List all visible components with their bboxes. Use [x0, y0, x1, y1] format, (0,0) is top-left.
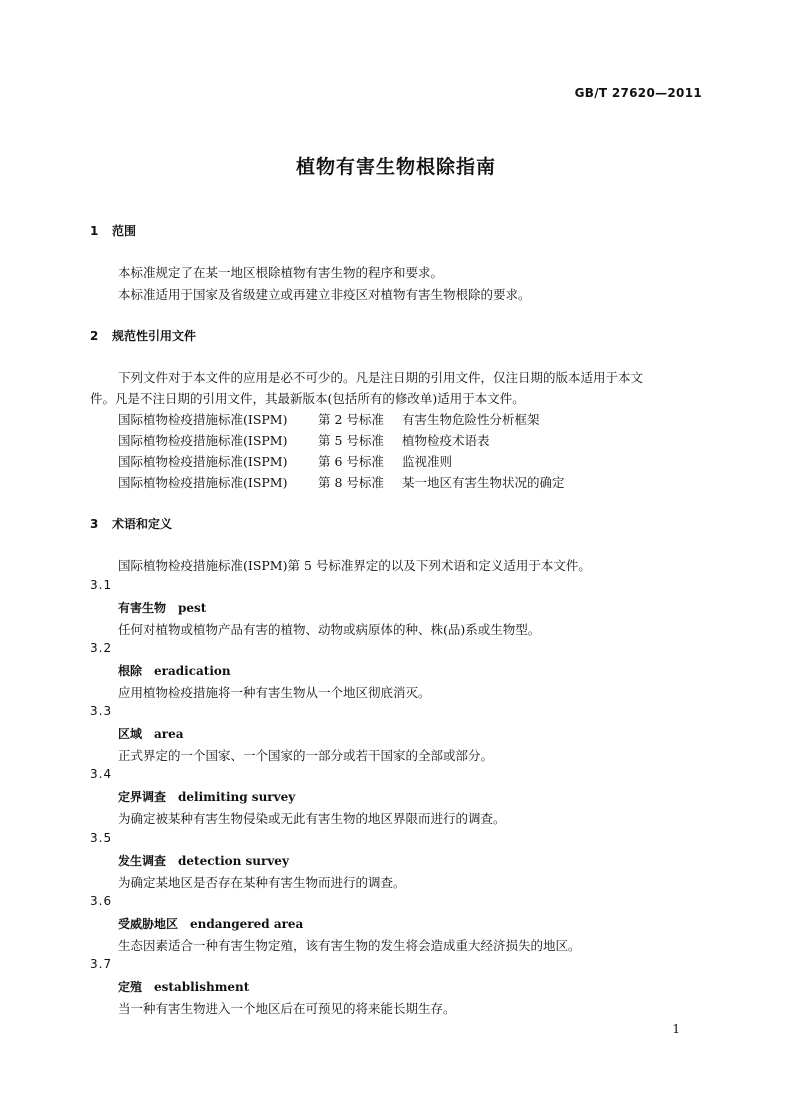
- section-number: 1: [90, 224, 99, 238]
- term-en: endangered area: [190, 917, 304, 931]
- term-definition: 生态因素适合一种有害生物定殖，该有害生物的发生将会造成重大经济损失的地区。: [118, 938, 581, 953]
- term-zh: 根除: [118, 664, 143, 678]
- paragraph: 国际植物检疫措施标准(ISPM)第 5 号标准界定的以及下列术语和定义适用于本文件。: [118, 558, 591, 573]
- term-heading: [118, 915, 303, 932]
- reference-source: 国际植物检疫措施标准(ISPM): [118, 412, 288, 427]
- clause-number: 3.2: [90, 641, 113, 655]
- clause-number: 3.3: [90, 704, 113, 718]
- reference-title: 监视准则: [402, 454, 453, 469]
- paragraph: 本标准适用于国家及省级建立或再建立非疫区对植物有害生物根除的要求。: [118, 287, 531, 302]
- clause-number: 3.6: [90, 894, 113, 908]
- term-zh: 区域: [118, 727, 143, 741]
- term-definition: 任何对植物或植物产品有害的植物、动物或病原体的种、株(品)系或生物型。: [118, 622, 541, 637]
- term-heading: [118, 662, 231, 679]
- term-definition: 为确定某地区是否存在某种有害生物而进行的调查。: [118, 875, 406, 890]
- reference-title: 某一地区有害生物状况的确定: [402, 475, 565, 490]
- term-en: eradication: [154, 664, 231, 678]
- reference-number: 第 5 号标准: [318, 433, 384, 448]
- reference-number: 第 6 号标准: [318, 454, 384, 469]
- term-definition: 正式界定的一个国家、一个国家的一部分或若干国家的全部或部分。: [118, 748, 494, 763]
- term-definition: 为确定被某种有害生物侵染或无此有害生物的地区界限而进行的调查。: [118, 811, 506, 826]
- term-en: delimiting survey: [178, 790, 296, 804]
- section-title: 范围: [112, 224, 137, 238]
- section-2-heading: [90, 327, 196, 344]
- term-en: pest: [178, 601, 207, 615]
- term-zh: 受威胁地区: [118, 917, 179, 931]
- term-heading: [118, 725, 184, 742]
- term-heading: [118, 788, 295, 805]
- term-definition: 应用植物检疫措施将一种有害生物从一个地区彻底消灭。: [118, 685, 431, 700]
- clause-number: 3.7: [90, 957, 113, 971]
- reference-source: 国际植物检疫措施标准(ISPM): [118, 433, 288, 448]
- reference-item: [118, 473, 565, 491]
- clause-number: 3.1: [90, 578, 113, 592]
- term-en: area: [154, 727, 184, 741]
- standard-code: GB/T 27620—2011: [574, 86, 702, 100]
- term-zh: 定殖: [118, 980, 143, 994]
- term-en: establishment: [154, 980, 250, 994]
- clause-number: 3.5: [90, 831, 113, 845]
- section-1-heading: [90, 222, 136, 239]
- reference-number: 第 8 号标准: [318, 475, 384, 490]
- reference-source: 国际植物检疫措施标准(ISPM): [118, 454, 288, 469]
- term-heading: [118, 599, 206, 616]
- term-definition: 当一种有害生物进入一个地区后在可预见的将来能长期生存。: [118, 1001, 456, 1016]
- reference-item: [118, 410, 540, 428]
- paragraph: 下列文件对于本文件的应用是必不可少的。凡是注日期的引用文件，仅注日期的版本适用于本文: [118, 370, 644, 385]
- reference-title: 植物检疫术语表: [402, 433, 490, 448]
- section-3-heading: [90, 515, 172, 532]
- term-zh: 发生调查: [118, 854, 167, 868]
- term-heading: [118, 852, 289, 869]
- term-heading: [118, 978, 249, 995]
- section-title: 术语和定义: [112, 517, 173, 531]
- clause-number: 3.4: [90, 767, 113, 781]
- paragraph: 本标准规定了在某一地区根除植物有害生物的程序和要求。: [118, 265, 444, 280]
- page-number: 1: [672, 1022, 680, 1036]
- paragraph: 件。凡是不注日期的引用文件，其最新版本(包括所有的修改单)适用于本文件。: [90, 391, 525, 406]
- document-title: 植物有害生物根除指南: [295, 156, 496, 178]
- reference-title: 有害生物危险性分析框架: [402, 412, 540, 427]
- term-zh: 有害生物: [118, 601, 167, 615]
- term-zh: 定界调查: [118, 790, 167, 804]
- term-en: detection survey: [178, 854, 289, 868]
- reference-item: [118, 431, 490, 449]
- reference-source: 国际植物检疫措施标准(ISPM): [118, 475, 288, 490]
- reference-number: 第 2 号标准: [318, 412, 384, 427]
- reference-item: [118, 452, 452, 470]
- section-title: 规范性引用文件: [112, 329, 197, 343]
- section-number: 3: [90, 517, 99, 531]
- section-number: 2: [90, 329, 99, 343]
